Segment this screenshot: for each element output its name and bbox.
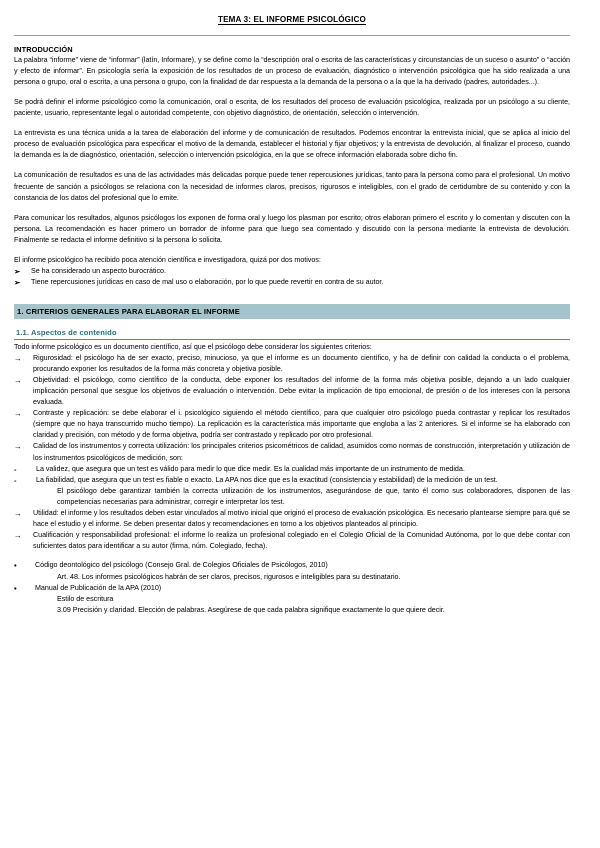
list-item bbox=[14, 530, 570, 552]
list-item bbox=[14, 560, 570, 571]
intro-paragraph: Se podrá definir el informe psicológico como la comunicación, oral o escrita, de los resultados del proceso de evaluación psicológica, realizada por un psicólogo a su cliente, paciente, usuario, representante legal o autoridad competente, con objetivo diagnóstico, de orientación, selección o intervención. bbox=[14, 97, 570, 118]
arrowhead-bullet-icon: ➢ bbox=[14, 267, 21, 277]
list-item bbox=[14, 408, 570, 441]
criteria-list bbox=[14, 353, 570, 464]
list-item bbox=[14, 266, 570, 277]
list-item bbox=[14, 475, 570, 486]
list-item bbox=[14, 441, 570, 463]
intro-paragraph: La comunicación de resultados es una de las actividades más delicadas porque puede tener repercusiones jurídicas, tanto para la persona como para el profesional. Un motivo frecuente de sanción a psicólogos se relaciona con la necesidad de informes claros, precisos, rigurosos e inteligibles, con el grado de certidumbre de su contenido y con la constancia de los datos del profesional que lo emite. bbox=[14, 171, 570, 202]
introduction-heading: INTRODUCCIÓN bbox=[14, 44, 73, 54]
list-item-text: Objetividad: el psicólogo, como científico de la conducta, debe exponer los resultados del informe de la forma más objetiva posible, dejando a un lado cualquier implicación personal que sesgue los objetivos de evaluación o intervención. Debe evitar la implicación de tipo emocional, de presión o de los intereses con la persona evaluada. bbox=[33, 375, 570, 407]
list-item bbox=[14, 508, 570, 530]
reference-title: Código deontológico del psicólogo (Consejo Gral. de Colegios Oficiales de Psicólogos, 2010) bbox=[35, 561, 328, 570]
criteria-lead: Todo informe psicológico es un documento científico, así que el psicólogo debe considerar los siguientes criterios: bbox=[14, 342, 372, 351]
motives-list bbox=[14, 266, 570, 288]
list-item-text: Se ha considerado un aspecto burocrático. bbox=[31, 267, 166, 276]
intro-paragraph: La palabra “informe” viene de “informar” (latín, Informare), y se define como la “descripción oral o escrita de las características y circunstancias de un suceso o asunto” o “acción y efecto de informar”. En psicología sería la exposición de los resultados de un proceso de evaluación, diagnóstico o intervención psicológica que ha sido realizada a una persona o grupo, oral o escrita, a una persona o grupo, con la finalidad de dar respuesta a la demanda de la persona o a la que la ha derivado (padres, autoridades...). bbox=[14, 55, 570, 86]
list-item-text: Tiene repercusiones jurídicas en caso de mal uso o elaboración, por lo que puede revertir en contra de su autor. bbox=[31, 278, 384, 287]
reference-detail-line: 3.09 Precisión y claridad. Elección de palabras. Asegúrese de que cada palabra signifique exactamente lo que quiere decir. bbox=[57, 605, 445, 614]
motives-lead: El informe psicológico ha recibido poca atención científica e investigadora, quizá por dos motivos: bbox=[14, 256, 321, 265]
quality-subitems-list bbox=[14, 464, 570, 486]
dash-bullet-icon: - bbox=[14, 475, 17, 485]
dash-bullet-icon: - bbox=[14, 464, 17, 474]
list-item-text: La fiabilidad, que asegura que un test es fiable o exacto. La APA nos dice que es la exactitud (consistencia y estabilidad) de la medición de un test. bbox=[36, 475, 498, 484]
dot-bullet-icon: • bbox=[14, 583, 17, 593]
list-item-text: Contraste y replicación: se debe elaborar el i. psicológico siguiendo el método científico, para que cualquier otro psicólogo pueda contrastar y replicar los resultados (siempre que no haya transcurrido mucho tiempo). La replicación es la característica más importante que engloba a las 2 anteriores. Si el informe se ha elaborado con claridad y precisión, con método y de forma objetiva, podría ser contrastado y replicado por otro profesional. bbox=[33, 409, 570, 440]
page-title: TEMA 3: EL INFORME PSICOLÓGICO bbox=[218, 15, 366, 24]
references-list bbox=[14, 583, 570, 594]
title-divider bbox=[14, 35, 570, 36]
list-item-text: La validez, que asegura que un test es válido para medir lo que dice medir. Es la cualidad más importante de un instrumento de medida. bbox=[36, 464, 465, 473]
intro-paragraph: Para comunicar los resultados, algunos psicólogos los exponen de forma oral y luego los plasman por escrito; otros elaboran primero el escrito y lo comentan y discuten con la persona. La recomendación es hacer primero un borrador de informe para que luego sea comentado y discutido con la persona mediante la entrevista de devolución. Finalmente se redacta el informe definitivo si la persona lo solicita. bbox=[14, 213, 570, 244]
list-item-text: Rigurosidad: el psicólogo ha de ser exacto, preciso, minucioso, ya que el informe es un documento científico, y ha de definir con calidad la conducta o el problema, procurando exponer los resultados de la forma más concreta y objetiva posible. bbox=[33, 353, 570, 373]
quality-closing-paragraph: El psicólogo debe garantizar también la correcta utilización de los instrumentos, asegurándose de que, tanto él como sus colaboradores, disponen de las competencias necesarias para administrar, corregir e interpretar los test. bbox=[57, 486, 570, 506]
arrow-bullet-icon: → bbox=[14, 353, 22, 363]
arrowhead-bullet-icon: ➢ bbox=[14, 278, 21, 288]
list-item-text: Cualificación y responsabilidad profesional: el informe lo realiza un profesional colegiado en el Colegio Oficial de la Comunidad Autónoma, por lo que debe contar con suficientes datos para identificar a su autor (firma, núm. Colegiado, fecha). bbox=[33, 531, 570, 551]
reference-detail-line: Estilo de escritura bbox=[57, 594, 114, 603]
subsection-heading-1-1: 1.1. Aspectos de contenido bbox=[14, 328, 570, 340]
reference-title: Manual de Publicación de la APA (2010) bbox=[35, 583, 162, 592]
arrow-bullet-icon: → bbox=[14, 442, 22, 452]
list-item bbox=[14, 277, 570, 288]
dot-bullet-icon: • bbox=[14, 561, 17, 571]
list-item bbox=[14, 375, 570, 408]
list-item bbox=[14, 353, 570, 375]
list-item bbox=[14, 583, 570, 594]
arrow-bullet-icon: → bbox=[14, 409, 22, 419]
arrow-bullet-icon: → bbox=[14, 509, 22, 519]
arrow-bullet-icon: → bbox=[14, 375, 22, 385]
list-spacer bbox=[14, 552, 570, 560]
reference-detail-line: Art. 48. Los informes psicológicos habrán de ser claros, precisos, rigurosos e inteligibles para su destinatario. bbox=[57, 572, 401, 581]
section-heading-1: 1. CRITERIOS GENERALES PARA ELABORAR EL INFORME bbox=[14, 304, 570, 318]
intro-paragraph: La entrevista es una técnica unida a la tarea de elaboración del informe y de comunicación de resultados. Podemos encontrar la entrevista inicial, que se aplica al inicio del proceso de evaluación psicológica para especificar el motivo de la demanda, establecer el historial y fijar objetivos; y la entrevista de devolución, al finalizar el proceso, cuando la demanda es la de diagnóstico, orientación, selección o intervención psicológica, en la que se ofrece información elaborada sobre dicho fin. bbox=[14, 129, 570, 160]
list-item-text: Calidad de los instrumentos y correcta utilización: los principales criterios psicométricos de calidad, asumidos como normas de construcción, interpretación y utilización de los instrumentos psicológicos de medición, son: bbox=[33, 442, 570, 462]
references-list bbox=[14, 560, 570, 571]
list-item bbox=[14, 464, 570, 475]
criteria-list-continued bbox=[14, 508, 570, 552]
arrow-bullet-icon: → bbox=[14, 531, 22, 541]
list-item-text: Utilidad: el informe y los resultados deben estar vinculados al motivo inicial que originó el proceso de evaluación psicológica. Es necesario plantearse siempre para qué se hace el estudio y el informe. Se deben presentar datos y recomendaciones en torno a los objetivos planteados al principio. bbox=[33, 509, 570, 529]
